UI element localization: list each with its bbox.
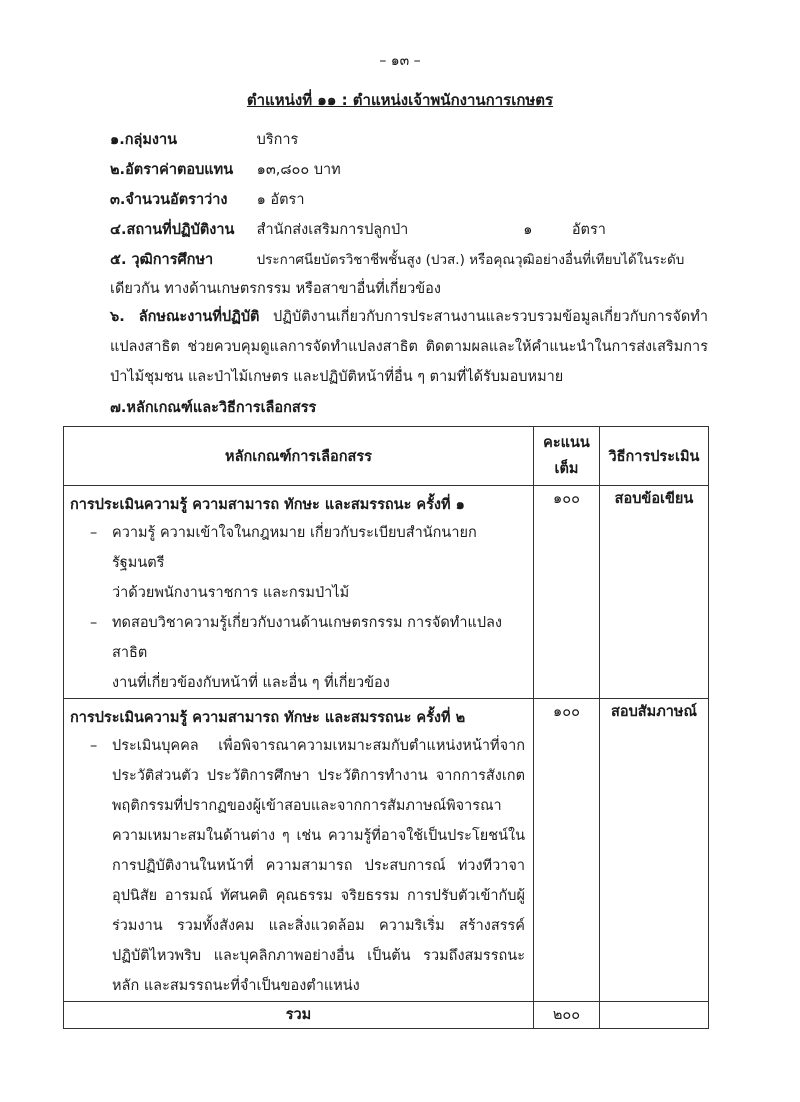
item-pay-label: ๒.อัตราค่าตอบแทน bbox=[110, 162, 234, 178]
total-label: รวม bbox=[64, 1002, 534, 1029]
round1-bullet-1-line2: ว่าด้วยพนักงานราชการ และกรมป่าไม้ bbox=[112, 585, 350, 601]
round2-title: การประเมินความรู้ ความสามารถ ทักษะ และสมรรถนะ ครั้งที่ ๒ bbox=[70, 710, 466, 726]
item-education-line1: ประกาศนียบัตรวิชาชีพชั้นสูง (ปวส.) หรือคุณวุฒิอย่างอื่นที่เทียบได้ในระดับ bbox=[256, 252, 685, 268]
item-education-label: ๕. วุฒิการศึกษา bbox=[110, 252, 214, 268]
item-location-unit: อัตรา bbox=[571, 222, 606, 238]
item-group-label: ๑.กลุ่มงาน bbox=[110, 132, 178, 148]
round1-score: ๑๐๐ bbox=[534, 486, 600, 699]
position-heading-text: ตำแหน่งที่ ๑๑ : ตำแหน่งเจ้าพนักงานการเกษตร bbox=[246, 91, 554, 109]
header-criteria: หลักเกณฑ์การเลือกสรร bbox=[64, 427, 534, 486]
round1-method: สอบข้อเขียน bbox=[600, 486, 709, 699]
round2-criteria bbox=[64, 699, 534, 1002]
position-heading bbox=[0, 88, 800, 112]
round1-bullet-2 bbox=[64, 608, 533, 698]
item-location bbox=[110, 218, 606, 242]
item-location-label: ๔.สถานที่ปฏิบัติงาน bbox=[110, 222, 235, 238]
round2-score: ๑๐๐ bbox=[534, 699, 600, 1002]
item-vacancy-value: ๑ อัตรา bbox=[256, 192, 305, 208]
round2-bullet-text: ประเมินบุคคล เพื่อพิจารณาความเหมาะสมกับตำแหน่งหน้าที่จากประวัติส่วนตัว ประวัติการศึกษา ประวัติการทำงาน จากการสังเกตพฤติกรรมที่ปรากฏของผู้เข้าสอบและจากการสัมภาษณ์พิจารณาความเหมาะสมในด้านต่าง ๆ เช่น ความรู้ที่อาจใช้เป็นประโยชน์ในการปฏิบัติงานในหน้าที่ ความสามารถ ประสบการณ์ ท่วงทีวาจา อุปนิสัย อารมณ์ ทัศนคติ คุณธรรม จริยธรรม การปรับตัวเข้ากับผู้ร่วมงาน รวมทั้งสังคม และสิ่งแวดล้อม ความริเริ่ม สร้างสรรค์ ปฏิบัติไหวพริบ และบุคลิกภาพอย่างอื่น เป็นต้น รวมถึงสมรรถนะหลัก และสมรรถนะที่จำเป็นของตำแหน่ง bbox=[112, 738, 525, 994]
table-row bbox=[64, 486, 709, 699]
dash-icon: – bbox=[90, 525, 98, 541]
dash-icon: – bbox=[90, 738, 98, 754]
round2-bullet bbox=[64, 731, 533, 1001]
round1-title: การประเมินความรู้ ความสามารถ ทักษะ และสมรรถนะ ครั้งที่ ๑ bbox=[70, 497, 465, 513]
header-score-line1: คะแนน bbox=[543, 435, 590, 451]
total-method-empty bbox=[600, 1002, 709, 1029]
item-duties-text: ปฏิบัติงานเกี่ยวกับการประสานงานและรวบรวมข้อมูลเกี่ยวกับการจัดทำแปลงสาธิต ช่วยควบคุมดูแลการจัดทำแปลงสาธิต ติดตามผลและให้คำแนะนำในการส่งเสริมการป่าไม้ชุมชน และป่าไม้เกษตร และปฏิบัติหน้าที่อื่น ๆ ตามที่ได้รับมอบหมาย bbox=[110, 309, 708, 385]
item-duties bbox=[110, 302, 708, 392]
header-score bbox=[534, 427, 600, 486]
page-number: – ๑๓ – bbox=[379, 53, 421, 69]
item-group-value: บริการ bbox=[256, 132, 299, 148]
criteria-title-text: ๗.หลักเกณฑ์และวิธีการเลือกสรร bbox=[110, 400, 317, 416]
table-total-row bbox=[64, 1002, 709, 1029]
item-criteria-title bbox=[110, 396, 316, 420]
item-education-cont bbox=[110, 277, 441, 301]
item-pay-value: ๑๓,๘๐๐ บาท bbox=[256, 162, 341, 178]
item-vacancy bbox=[110, 188, 304, 212]
round1-bullet-2-line2: งานที่เกี่ยวข้องกับหน้าที่ และอื่น ๆ ที่เกี่ยวข้อง bbox=[112, 675, 390, 691]
round1-bullet-1 bbox=[64, 518, 533, 608]
header-method: วิธีการประเมิน bbox=[600, 427, 709, 486]
table-row bbox=[64, 699, 709, 1002]
total-score: ๒๐๐ bbox=[534, 1002, 600, 1029]
criteria-table bbox=[63, 426, 709, 1029]
item-duties-label: ๖. ลักษณะงานที่ปฏิบัติ bbox=[110, 309, 260, 325]
item-education-line2: เดียวกัน ทางด้านเกษตรกรรม หรือสาขาอื่นที่เกี่ยวข้อง bbox=[110, 281, 441, 297]
round1-criteria bbox=[64, 486, 534, 699]
item-pay bbox=[110, 158, 341, 182]
header-score-line2: เต็ม bbox=[554, 461, 579, 477]
table-header-row bbox=[64, 427, 709, 486]
round1-bullet-1-line1: ความรู้ ความเข้าใจในกฎหมาย เกี่ยวกับระเบียบสำนักนายกรัฐมนตรี bbox=[112, 525, 477, 571]
item-location-count: ๑ bbox=[523, 222, 533, 238]
round1-bullet-2-line1: ทดสอบวิชาความรู้เกี่ยวกับงานด้านเกษตรกรรม การจัดทำแปลงสาธิต bbox=[112, 615, 503, 661]
dash-icon: – bbox=[90, 615, 98, 631]
item-education bbox=[110, 248, 684, 272]
item-group bbox=[110, 128, 298, 152]
item-vacancy-label: ๓.จำนวนอัตราว่าง bbox=[110, 192, 228, 208]
round2-method: สอบสัมภาษณ์ bbox=[600, 699, 709, 1002]
item-location-value: สำนักส่งเสริมการปลูกป่า bbox=[256, 222, 409, 238]
